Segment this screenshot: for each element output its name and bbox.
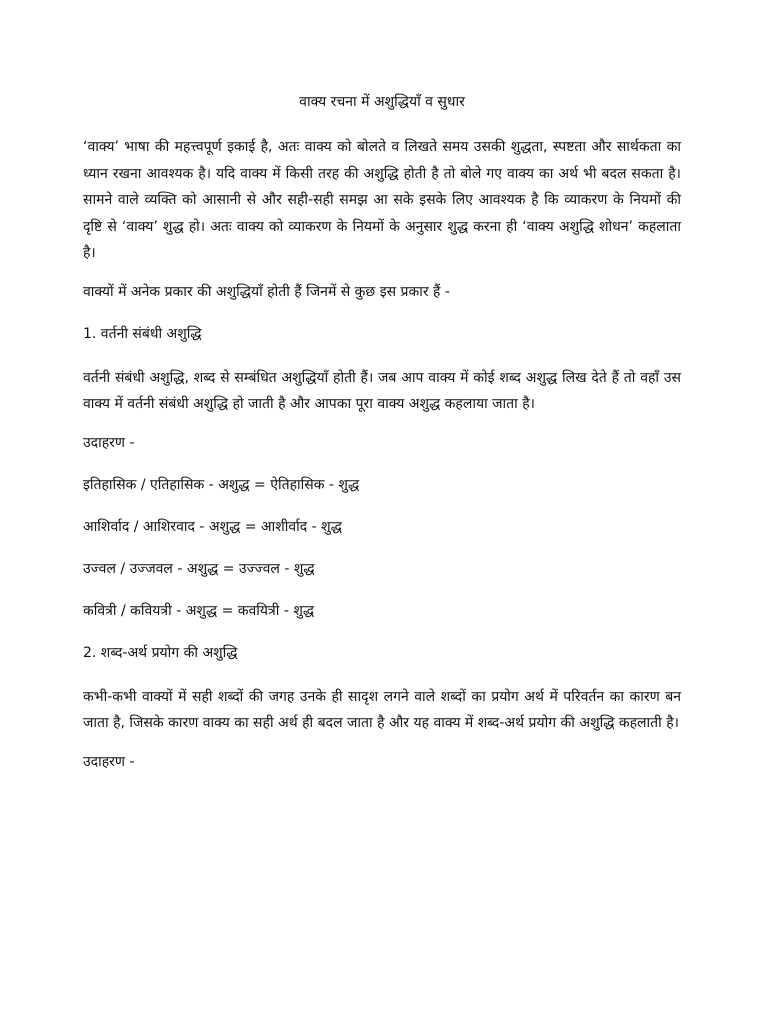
section-body-word-meaning: कभी-कभी वाक्यों में सही शब्दों की जगह उनके ही सादृश लगने वाले शब्दों का प्रयोग अर्थ में परिवर्तन का कारण बन जाता है, जिसके कारण वाक्य का सही अर्थ ही बदल जाता है और यह वाक्य में शब्द-अर्थ प्रयोग की अशुद्धि कहलाती है। — [83, 688, 681, 731]
intro-paragraph: ‘वाक्य’ भाषा की महत्त्वपूर्ण इकाई है, अतः वाक्य को बोलते व लिखते समय उसकी शुद्धता, स्पष्टता और सार्थकता का ध्यान रखना आवश्यक है। यदि वाक्य में किसी तरह की अशुद्धि होती है तो बोले गए वाक्य का अर्थ भी बदल सकता है। सामने वाले व्यक्ति को आसानी से और सही-सही समझ आ सके इसके लिए आवश्यक है कि व्याकरण के नियमों की दृष्टि से ‘वाक्य’ शुद्ध हो। अतः वाक्य को व्याकरण के नियमों के अनुसार शुद्ध करना ही ‘वाक्य अशुद्धि शोधन’ कहलाता है। — [83, 139, 681, 261]
example-item: इतिहासिक / एतिहासिक - अशुद्ध = ऐतिहासिक - शुद्ध — [83, 476, 360, 493]
example-item: आशिर्वाद / आशिरवाद - अशुद्ध = आशीर्वाद - शुद्ध — [83, 518, 342, 535]
example-label: उदाहरण - — [83, 753, 135, 770]
example-item: कवित्री / कवियत्री - अशुद्ध = कवयित्री - शुद्ध — [83, 602, 315, 619]
section-heading-word-meaning: 2. शब्द-अर्थ प्रयोग की अशुद्धि — [83, 644, 238, 661]
section-heading-spelling: 1. वर्तनी संबंधी अशुद्धि — [83, 325, 202, 342]
example-label: उदाहरण - — [83, 434, 135, 451]
example-item: उज्वल / उज्जवल - अशुद्ध = उज्ज्वल - शुद्ध — [83, 560, 315, 577]
document-title: वाक्य रचना में अशुद्धियाँ व सुधार — [299, 94, 465, 110]
section-body-spelling: वर्तनी संबंधी अशुद्धि, शब्द से सम्बंधित अशुद्धियाँ होती हैं। जब आप वाक्य में कोई शब्द अशुद्ध लिख देते हैं तो वहाँ उस वाक्य में वर्तनी संबंधी अशुद्धि हो जाती है और आपका पूरा वाक्य अशुद्ध कहलाया जाता है। — [83, 369, 681, 412]
types-intro-line: वाक्यों में अनेक प्रकार की अशुद्धियाँ होती हैं जिनमें से कुछ इस प्रकार हैं - — [83, 283, 450, 300]
